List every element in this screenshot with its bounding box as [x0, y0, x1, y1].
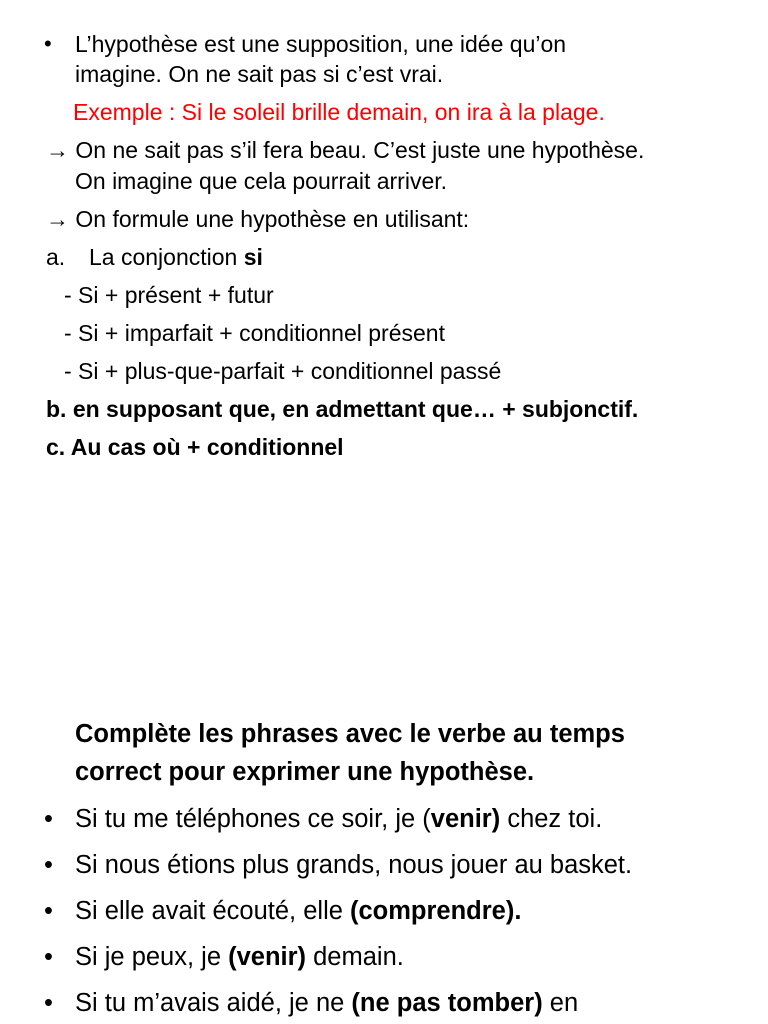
item-c: c. Au cas où + conditionnel	[46, 434, 344, 460]
exercise-verb: venir)	[430, 805, 501, 833]
exercise-text-end: en	[542, 989, 579, 1017]
exercise-item	[75, 987, 578, 1019]
exercise-verb: (venir)	[228, 943, 307, 971]
exercise-verb: (ne pas tomber)	[351, 989, 543, 1017]
exercise-verb: (comprendre).	[350, 897, 522, 925]
exercise-text: Si tu me téléphones ce soir, je (	[75, 805, 431, 833]
formation-intro: → On formule une hypothèse en utilisant:	[46, 206, 470, 232]
item-a-marker: a.	[46, 244, 66, 270]
exercise-text: Si je peux, je	[75, 943, 229, 971]
rule-1: - Si + présent + futur	[64, 282, 274, 308]
rule-3: - Si + plus-que-parfait + conditionnel passé	[64, 358, 502, 384]
item-a-text: La conjonction	[89, 244, 244, 270]
example-sentence: Exemple : Si le soleil brille demain, on ira à la plage.	[73, 99, 605, 125]
exercise-item	[75, 895, 521, 927]
bullet-marker: •	[44, 805, 53, 833]
exercise-text-end: chez toi.	[500, 805, 603, 833]
exercise-text: Si tu m’avais aidé, je ne	[75, 989, 352, 1017]
bullet-marker: •	[44, 897, 53, 925]
exercise-heading-line-1: Complète les phrases avec le verbe au temps	[75, 720, 625, 748]
bullet-marker: •	[44, 989, 53, 1017]
definition-line-2: imagine. On ne sait pas si c’est vrai.	[75, 61, 444, 87]
exercise-item	[75, 803, 602, 835]
exercise-heading-line-2: correct pour exprimer une hypothèse.	[75, 758, 535, 786]
exercise-text: Si elle avait écouté, elle	[75, 897, 350, 925]
item-a	[89, 243, 263, 271]
exercise-item	[75, 941, 404, 973]
exercise-item	[75, 849, 632, 881]
item-b: b. en supposant que, en admettant que… + subjonctif.	[46, 396, 639, 422]
bullet-marker: •	[44, 31, 52, 56]
exercise-text-end: demain.	[306, 943, 404, 971]
bullet-marker: •	[44, 851, 53, 879]
definition-line-1: L’hypothèse est une supposition, une idée qu’on	[75, 31, 567, 57]
rule-2: - Si + imparfait + conditionnel présent	[64, 320, 445, 346]
explanation-line-1: → On ne sait pas s’il fera beau. C’est juste une hypothèse.	[46, 137, 645, 163]
explanation-line-2: On imagine que cela pourrait arriver.	[75, 168, 448, 194]
item-a-keyword: si	[243, 244, 263, 270]
bullet-marker: •	[44, 943, 53, 971]
exercise-text: Si nous étions plus grands, nous jouer au basket.	[75, 851, 633, 879]
